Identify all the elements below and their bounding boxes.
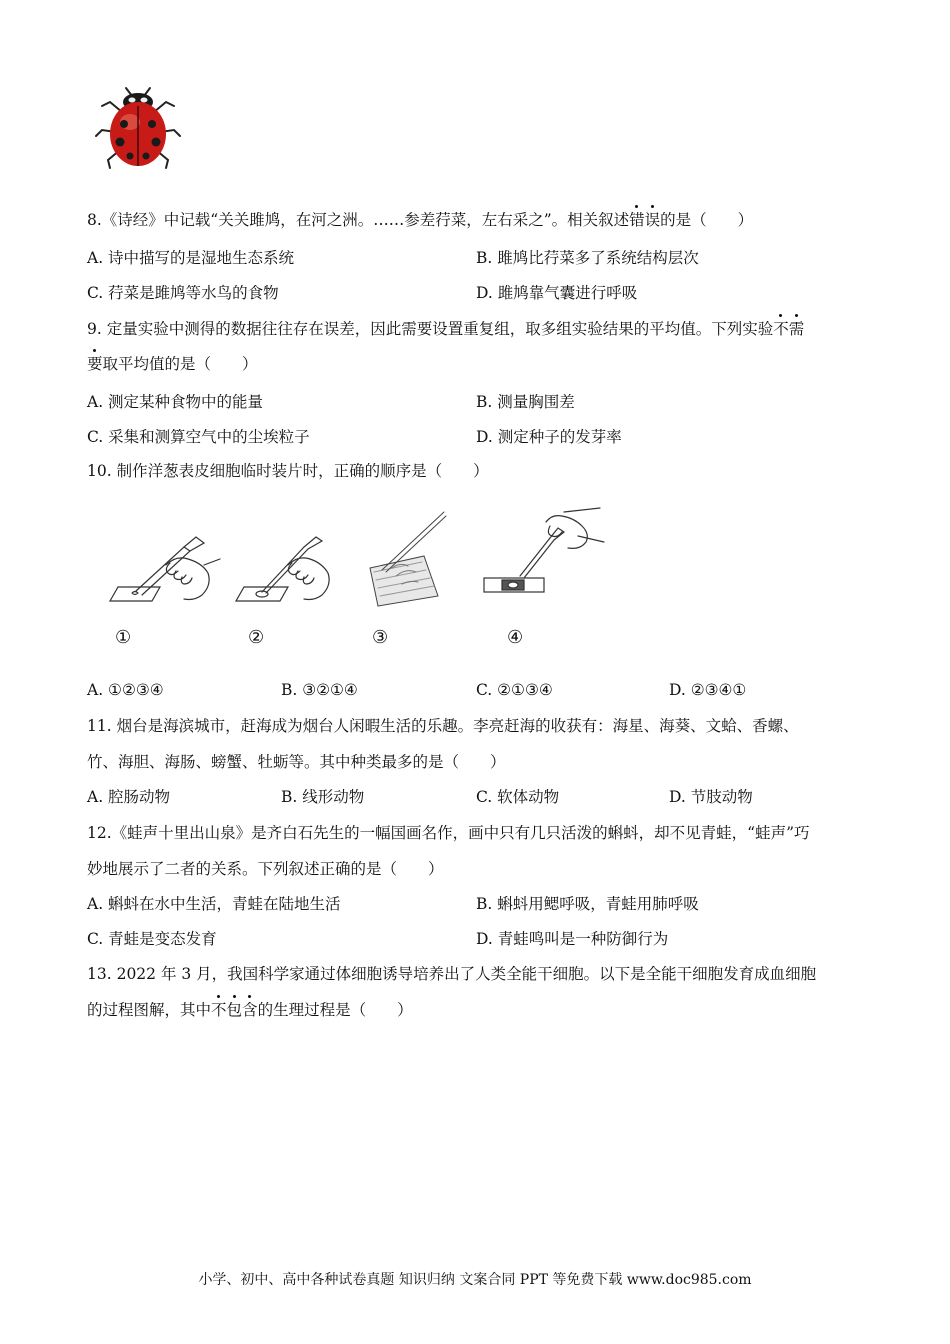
tissue-placing-illustration — [234, 535, 338, 610]
figure-label-3: ③ — [372, 627, 389, 648]
emphasis-char: 要 — [87, 355, 103, 373]
emphasis-char: 误 — [644, 211, 661, 229]
q8-option-a: A. 诗中描写的是湿地生态系统 — [87, 249, 295, 267]
q9-stem-line1: 9. 定量实验中测得的数据往往存在误差，因此需要设置重复组，取多组实验结果的平均值。下列实验不需 — [87, 320, 805, 338]
q11-stem-line1: 11. 烟台是海滨城市，赶海成为烟台人闲暇生活的乐趣。李亮赶海的收获有：海星、海葵、文蛤、香螺、 — [87, 717, 799, 735]
emphasis-char: 不 — [773, 320, 789, 338]
emphasis-char: 含 — [242, 1001, 258, 1019]
q8-option-c: C. 荇菜是雎鸠等水鸟的食物 — [87, 284, 279, 302]
emphasis-char: 不 — [211, 1001, 227, 1019]
q9-option-d: D. 测定种子的发芽率 — [476, 428, 622, 446]
q12-option-c: C. 青蛙是变态发育 — [87, 930, 217, 948]
page-footer: 小学、初中、高中各种试卷真题 知识归纳 文案合同 PPT 等免费下载 www.doc985.com — [198, 1272, 752, 1288]
emphasis-char: 错 — [629, 211, 645, 229]
q10-stem: 10. 制作洋葱表皮细胞临时装片时，正确的顺序是（ ） — [87, 462, 489, 480]
q12-stem-line2: 妙地展示了二者的关系。下列叙述正确的是（ ） — [87, 860, 444, 878]
ladybug-icon — [92, 84, 184, 174]
q12-option-b: B. 蝌蚪用鳃呼吸，青蛙用肺呼吸 — [476, 895, 699, 913]
coverslip-illustration — [362, 510, 450, 610]
q8-option-d: D. 雎鸠靠气囊进行呼吸 — [476, 284, 638, 302]
q13-stem-line2: 的过程图解，其中不包含的生理过程是（ ） — [87, 1001, 413, 1019]
staining-illustration — [480, 502, 608, 598]
slide-dropping-illustration — [108, 535, 224, 610]
q12-option-a: A. 蝌蚪在水中生活，青蛙在陆地生活 — [87, 895, 341, 913]
q11-option-c: C. 软体动物 — [476, 788, 560, 806]
figure-label-1: ① — [115, 627, 132, 648]
q10-option-b: B. ③②①④ — [281, 681, 358, 699]
q11-option-d: D. 节肢动物 — [669, 788, 753, 806]
q10-option-a: A. ①②③④ — [87, 681, 164, 699]
q9-option-a: A. 测定某种食物中的能量 — [87, 393, 264, 411]
emphasis-char: 需 — [788, 320, 805, 338]
q11-stem-line2: 竹、海胆、海肠、螃蟹、牡蛎等。其中种类最多的是（ ） — [87, 753, 506, 771]
figure-label-2: ② — [248, 627, 265, 648]
q9-stem-line2: 要取平均值的是（ ） — [87, 355, 258, 373]
q11-option-b: B. 线形动物 — [281, 788, 365, 806]
q10-option-d: D. ②③④① — [669, 681, 747, 699]
q8-stem: 8.《诗经》中记载“关关雎鸠，在河之洲。……参差荇菜，左右采之”。相关叙述错误的是（ ） — [87, 211, 754, 229]
figure-label-4: ④ — [507, 627, 524, 648]
q13-stem-line1: 13. 2022 年 3 月，我国科学家通过体细胞诱导培养出了人类全能干细胞。以下是全能干细胞发育成血细胞 — [87, 965, 817, 983]
q12-stem-line1: 12.《蛙声十里出山泉》是齐白石先生的一幅国画名作，画中只有几只活泼的蝌蚪，却不见青蛙，“蛙声”巧 — [87, 824, 810, 842]
emphasis-char: 包 — [226, 1001, 243, 1019]
q9-option-b: B. 测量胸围差 — [476, 393, 575, 411]
q10-option-c: C. ②①③④ — [476, 681, 553, 699]
q11-option-a: A. 腔肠动物 — [87, 788, 171, 806]
q12-option-d: D. 青蛙鸣叫是一种防御行为 — [476, 930, 669, 948]
q9-option-c: C. 采集和测算空气中的尘埃粒子 — [87, 428, 310, 446]
q8-option-b: B. 雎鸠比荇菜多了系统结构层次 — [476, 249, 699, 267]
